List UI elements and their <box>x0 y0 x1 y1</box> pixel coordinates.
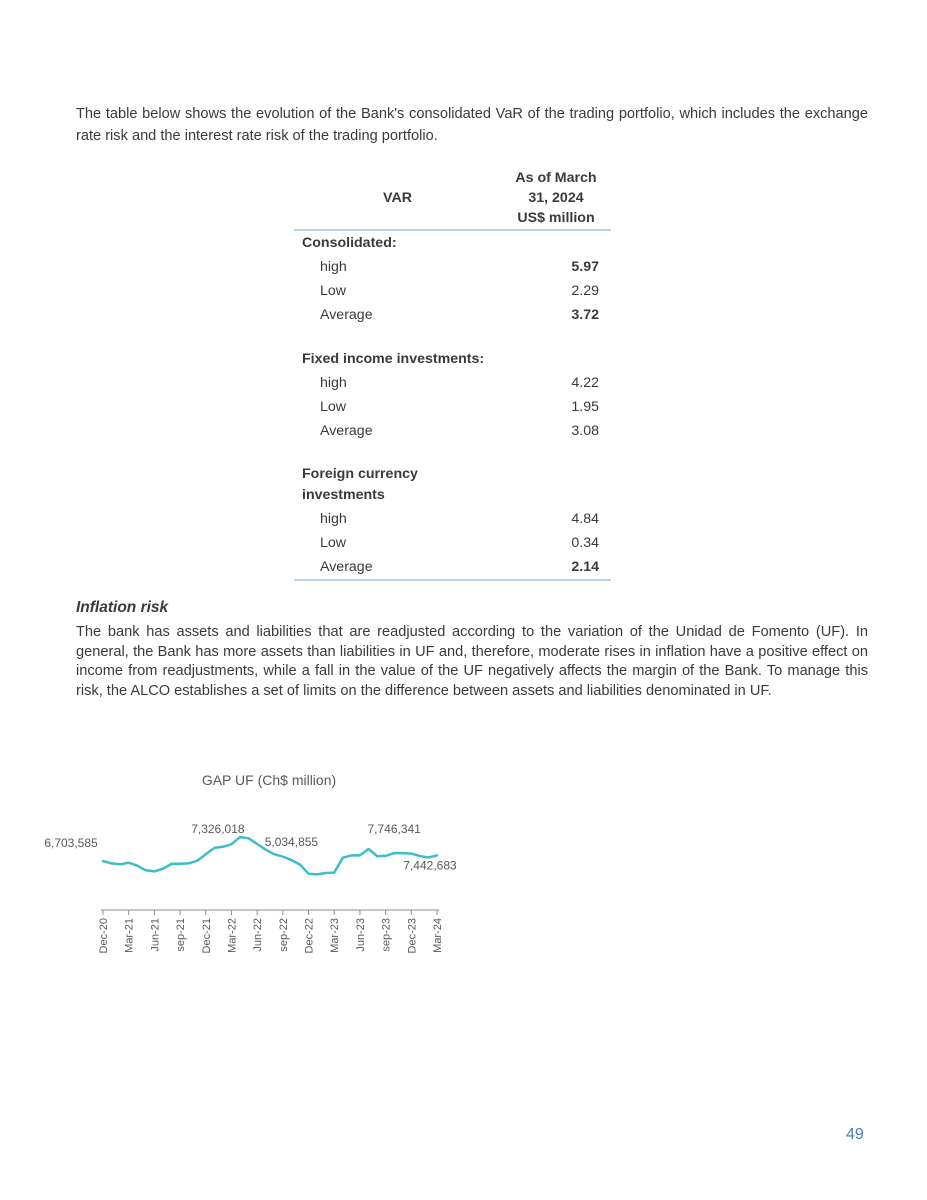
row-value: 0.34 <box>571 535 599 551</box>
data-label: 7,746,341 <box>367 822 421 837</box>
data-label: 6,703,585 <box>44 836 98 851</box>
x-tick-label: Dec-23 <box>406 918 419 954</box>
x-tick-label: Jun-22 <box>252 918 265 952</box>
section-title-line: Foreign currency <box>302 466 418 482</box>
row-label: high <box>320 259 347 275</box>
section-heading-inflation-risk: Inflation risk <box>76 599 169 616</box>
x-tick-label: Mar-23 <box>329 918 342 953</box>
x-tick-label: sep-21 <box>175 918 188 952</box>
x-tick-label: Mar-22 <box>226 918 239 953</box>
section-row <box>294 230 611 255</box>
var-header-line: 31, 2024 <box>528 189 584 206</box>
table-row <box>294 507 611 531</box>
row-label: high <box>320 511 347 527</box>
row-value: 3.08 <box>571 423 599 439</box>
section-title-consolidated: Consolidated: <box>302 235 397 251</box>
intro-paragraph: The table below shows the evolution of the Bank's consolidated VaR of the trading portfolio, which includes the exchange rate risk and the interest rate risk of the trading portfolio. <box>76 106 868 144</box>
x-tick-label: Dec-21 <box>200 918 213 954</box>
table-row <box>294 555 611 580</box>
table-row <box>294 303 611 327</box>
gap-uf-chart <box>44 760 490 980</box>
section-title-fixed-income: Fixed income investments: <box>302 351 485 367</box>
row-label: high <box>320 375 347 391</box>
section-row <box>294 347 611 371</box>
inflation-risk-paragraph: The bank has assets and liabilities that are readjusted according to the variation of the Unidad de Fomento (UF). In general, the Bank has more assets than liabilities in UF and, therefore, moderate rises in inflation have a positive effect on income from readjustments, while a fall in the value of the UF negatively affects the margin of the Bank. To manage this risk, the ALCO establishes a set of limits on the difference between assets and liabilities denominated in UF. <box>76 624 868 699</box>
x-tick-label: Mar-24 <box>432 918 444 953</box>
row-value: 3.72 <box>571 307 599 323</box>
row-value: 1.95 <box>571 399 599 415</box>
var-header-label: VAR <box>294 166 501 230</box>
row-value: 2.29 <box>571 283 599 299</box>
data-label: 7,442,683 <box>403 858 457 873</box>
var-header-value <box>501 166 611 230</box>
x-tick-label: Jun-23 <box>354 918 367 952</box>
row-value: 5.97 <box>571 259 599 275</box>
row-value: 4.22 <box>571 375 599 391</box>
chart-plot-area <box>44 822 457 954</box>
x-tick-label: sep-22 <box>277 918 290 952</box>
section-title-foreign-currency <box>294 463 501 507</box>
row-value: 2.14 <box>501 555 611 580</box>
row-label: Low <box>320 535 347 551</box>
x-tick-label: sep-23 <box>380 918 393 952</box>
row-label: Low <box>320 399 347 415</box>
row-label: Average <box>294 555 501 580</box>
row-label: Average <box>320 423 373 439</box>
var-table-header <box>294 166 611 230</box>
table-row <box>294 279 611 303</box>
table-row <box>294 531 611 555</box>
table-row <box>294 419 611 443</box>
section-row <box>294 463 611 507</box>
data-label: 7,326,018 <box>191 821 245 836</box>
data-label: 5,034,855 <box>264 835 319 849</box>
x-tick-label: Dec-20 <box>98 918 110 954</box>
row-label: Low <box>320 283 347 299</box>
spacer-row <box>294 443 611 463</box>
table-row <box>294 371 611 395</box>
spacer-row <box>294 327 611 347</box>
table-row <box>294 395 611 419</box>
section-title-line: investments <box>302 487 385 503</box>
var-table <box>294 166 611 581</box>
row-value: 4.84 <box>571 511 599 527</box>
row-label: Average <box>320 307 373 323</box>
table-row <box>294 255 611 279</box>
var-header-line: US$ million <box>517 209 595 226</box>
x-tick-label: Mar-21 <box>123 918 136 953</box>
page-number: 49 <box>846 1126 864 1143</box>
x-tick-label: Dec-22 <box>303 918 316 954</box>
x-tick-label: Jun-21 <box>149 918 162 952</box>
var-header-line: As of March <box>515 169 597 186</box>
chart-title: GAP UF (Ch$ million) <box>201 772 337 788</box>
